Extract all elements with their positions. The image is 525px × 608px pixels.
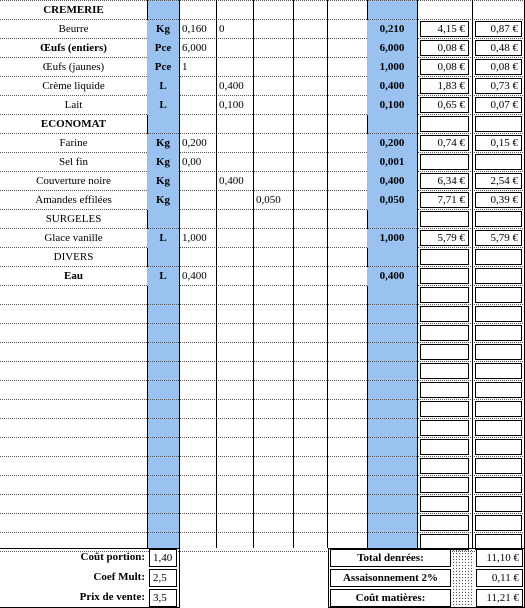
empty-cell-frame[interactable]	[475, 477, 522, 493]
cell-cost[interactable]: 0,87 €	[475, 21, 522, 37]
cout-matieres-label: Coût matières:	[330, 589, 451, 607]
row-divider	[0, 475, 525, 476]
cell-c1[interactable]: 0,160	[182, 23, 207, 35]
cell-unit[interactable]: Kg	[147, 191, 179, 210]
cell-name[interactable]: CREMERIE	[43, 4, 104, 16]
empty-cell-frame[interactable]	[420, 211, 469, 227]
row-divider	[0, 380, 525, 381]
empty-cell-frame[interactable]	[420, 515, 469, 531]
cell-price[interactable]: 0,08 €	[420, 59, 469, 75]
cell-price[interactable]: 5,79 €	[420, 230, 469, 246]
empty-cell-frame[interactable]	[420, 496, 469, 512]
cell-c1[interactable]: 0,00	[182, 156, 202, 168]
empty-cell-frame[interactable]	[420, 306, 469, 322]
cell-total[interactable]: 0,400	[367, 77, 417, 96]
empty-cell-frame[interactable]	[420, 439, 469, 455]
row-divider	[0, 342, 525, 343]
row-divider	[0, 456, 525, 457]
cell-c2[interactable]: 0,100	[219, 99, 244, 111]
cell-unit[interactable]: L	[147, 77, 179, 96]
total-denrees-label: Total denrées:	[330, 549, 451, 567]
row-divider	[0, 361, 525, 362]
row-divider	[0, 418, 525, 419]
cell-unit[interactable]: L	[147, 229, 179, 248]
empty-cell-frame[interactable]	[475, 496, 522, 512]
cell-unit[interactable]: Pce	[147, 39, 179, 58]
empty-cell-frame[interactable]	[420, 344, 469, 360]
cell-price[interactable]: 6,34 €	[420, 173, 469, 189]
cell-c1[interactable]: 0,200	[182, 137, 207, 149]
empty-cell-frame[interactable]	[420, 268, 469, 284]
cell-price[interactable]: 4,15 €	[420, 21, 469, 37]
empty-cell-frame[interactable]	[475, 344, 522, 360]
empty-cell-frame[interactable]	[420, 477, 469, 493]
empty-cell-frame[interactable]	[420, 382, 469, 398]
empty-cell-frame[interactable]	[420, 249, 469, 265]
cell-unit[interactable]: Kg	[147, 153, 179, 172]
column-divider	[293, 0, 294, 548]
cell-total[interactable]: 6,000	[367, 39, 417, 58]
cell-total[interactable]: 0,050	[367, 191, 417, 210]
cell-c1[interactable]: 1,000	[182, 232, 207, 244]
empty-cell-frame[interactable]	[475, 363, 522, 379]
cell-unit[interactable]: Pce	[147, 58, 179, 77]
cell-name[interactable]: Amandes effilées	[35, 194, 112, 206]
cell-c3[interactable]: 0,050	[256, 194, 281, 206]
cell-total[interactable]: 1,000	[367, 58, 417, 77]
empty-cell-frame[interactable]	[420, 287, 469, 303]
cell-name[interactable]: Sel fin	[58, 156, 89, 168]
cell-unit[interactable]: L	[147, 96, 179, 115]
empty-cell-frame[interactable]	[475, 306, 522, 322]
cell-name[interactable]: Œufs (entiers)	[40, 42, 107, 54]
column-divider	[253, 0, 254, 548]
cell-name[interactable]: Eau	[64, 270, 83, 282]
cell-total[interactable]: 0,100	[367, 96, 417, 115]
cell-unit[interactable]: Kg	[147, 134, 179, 153]
cell-total[interactable]: 0,210	[367, 20, 417, 39]
empty-cell-frame[interactable]	[475, 420, 522, 436]
cell-name[interactable]: SURGELES	[45, 213, 102, 225]
cell-total[interactable]: 0,001	[367, 153, 417, 172]
cell-name[interactable]: DIVERS	[53, 251, 94, 263]
cell-c2[interactable]: 0,400	[219, 175, 244, 187]
cell-c1[interactable]: 0,400	[182, 270, 207, 282]
cell-name[interactable]: Glace vanille	[44, 232, 103, 244]
cell-c2[interactable]: 0	[219, 23, 225, 35]
empty-cell-frame[interactable]	[475, 325, 522, 341]
cell-price[interactable]: 0,65 €	[420, 97, 469, 113]
empty-cell-frame[interactable]	[420, 154, 469, 170]
empty-cell-frame[interactable]	[475, 515, 522, 531]
empty-cell-frame[interactable]	[475, 439, 522, 455]
portion-cost-value[interactable]: 1,40	[149, 549, 177, 567]
row-divider	[0, 513, 525, 514]
cell-name[interactable]: ECONOMAT	[40, 118, 107, 130]
cell-total[interactable]: 1,000	[367, 229, 417, 248]
cell-unit[interactable]: Kg	[147, 20, 179, 39]
row-divider	[0, 437, 525, 438]
cell-name[interactable]: Couverture noire	[36, 175, 111, 187]
empty-cell-frame[interactable]	[475, 154, 522, 170]
cell-name[interactable]: Farine	[59, 137, 88, 149]
cell-total[interactable]: 0,400	[367, 172, 417, 191]
cell-cost[interactable]: 5,79 €	[475, 230, 522, 246]
empty-cell-frame[interactable]	[475, 287, 522, 303]
cell-price[interactable]: 0,08 €	[420, 40, 469, 56]
empty-cell-frame[interactable]	[420, 458, 469, 474]
cell-total[interactable]: 0,400	[367, 267, 417, 286]
cell-cost[interactable]: 0,48 €	[475, 40, 522, 56]
empty-cell-frame[interactable]	[475, 249, 522, 265]
assaisonnement-value[interactable]: 0,11 €	[476, 569, 523, 587]
portion-cost-label: Coût portion:	[80, 551, 145, 563]
cout-matieres-value[interactable]: 11,21 €	[476, 589, 523, 607]
footer-dotted-gutter	[452, 549, 474, 607]
cell-cost[interactable]: 0,15 €	[475, 135, 522, 151]
assaisonnement-label: Assaisonnement 2%	[330, 569, 451, 587]
cell-cost[interactable]: 0,39 €	[475, 192, 522, 208]
cell-cost[interactable]: 2,54 €	[475, 173, 522, 189]
cell-name[interactable]: Crème liquide	[42, 80, 105, 92]
total-denrees-value[interactable]: 11,10 €	[476, 549, 523, 567]
row-divider	[0, 304, 525, 305]
cell-unit[interactable]: L	[147, 267, 179, 286]
empty-cell-frame[interactable]	[475, 211, 522, 227]
coef-mult-label: Coef Mult:	[93, 571, 145, 583]
empty-cell-frame[interactable]	[420, 116, 469, 132]
empty-cell-frame[interactable]	[475, 458, 522, 474]
column-divider	[472, 0, 473, 548]
cell-unit[interactable]: Kg	[147, 172, 179, 191]
cell-cost[interactable]: 0,08 €	[475, 59, 522, 75]
cell-cost[interactable]: 0,07 €	[475, 97, 522, 113]
row-divider	[0, 399, 525, 400]
empty-cell-frame[interactable]	[420, 420, 469, 436]
coef-mult-value[interactable]: 2,5	[149, 569, 177, 587]
row-divider	[0, 494, 525, 495]
row-divider	[0, 532, 525, 533]
cell-total[interactable]: 0,200	[367, 134, 417, 153]
column-divider	[417, 0, 418, 548]
sale-price-value[interactable]: 3,5	[149, 589, 177, 607]
empty-cell-frame[interactable]	[475, 268, 522, 284]
cell-name[interactable]: Œufs (jaunes)	[42, 61, 105, 73]
column-divider	[327, 0, 328, 548]
sale-price-label: Prix de vente:	[79, 591, 145, 603]
row-divider	[0, 323, 525, 324]
cell-cost[interactable]: 0,73 €	[475, 78, 522, 94]
cell-c2[interactable]: 0,400	[219, 80, 244, 92]
cell-name[interactable]: Lait	[64, 99, 83, 111]
cell-c1[interactable]: 1	[182, 61, 188, 73]
cell-c1[interactable]: 6,000	[182, 42, 207, 54]
cell-price[interactable]: 0,74 €	[420, 135, 469, 151]
empty-cell-frame[interactable]	[420, 363, 469, 379]
cell-price[interactable]: 7,71 €	[420, 192, 469, 208]
empty-cell-frame[interactable]	[475, 116, 522, 132]
cell-price[interactable]: 1,83 €	[420, 78, 469, 94]
empty-cell-frame[interactable]	[475, 401, 522, 417]
empty-cell-frame[interactable]	[475, 382, 522, 398]
cell-name[interactable]: Beurre	[58, 23, 89, 35]
empty-cell-frame[interactable]	[420, 401, 469, 417]
empty-cell-frame[interactable]	[420, 325, 469, 341]
